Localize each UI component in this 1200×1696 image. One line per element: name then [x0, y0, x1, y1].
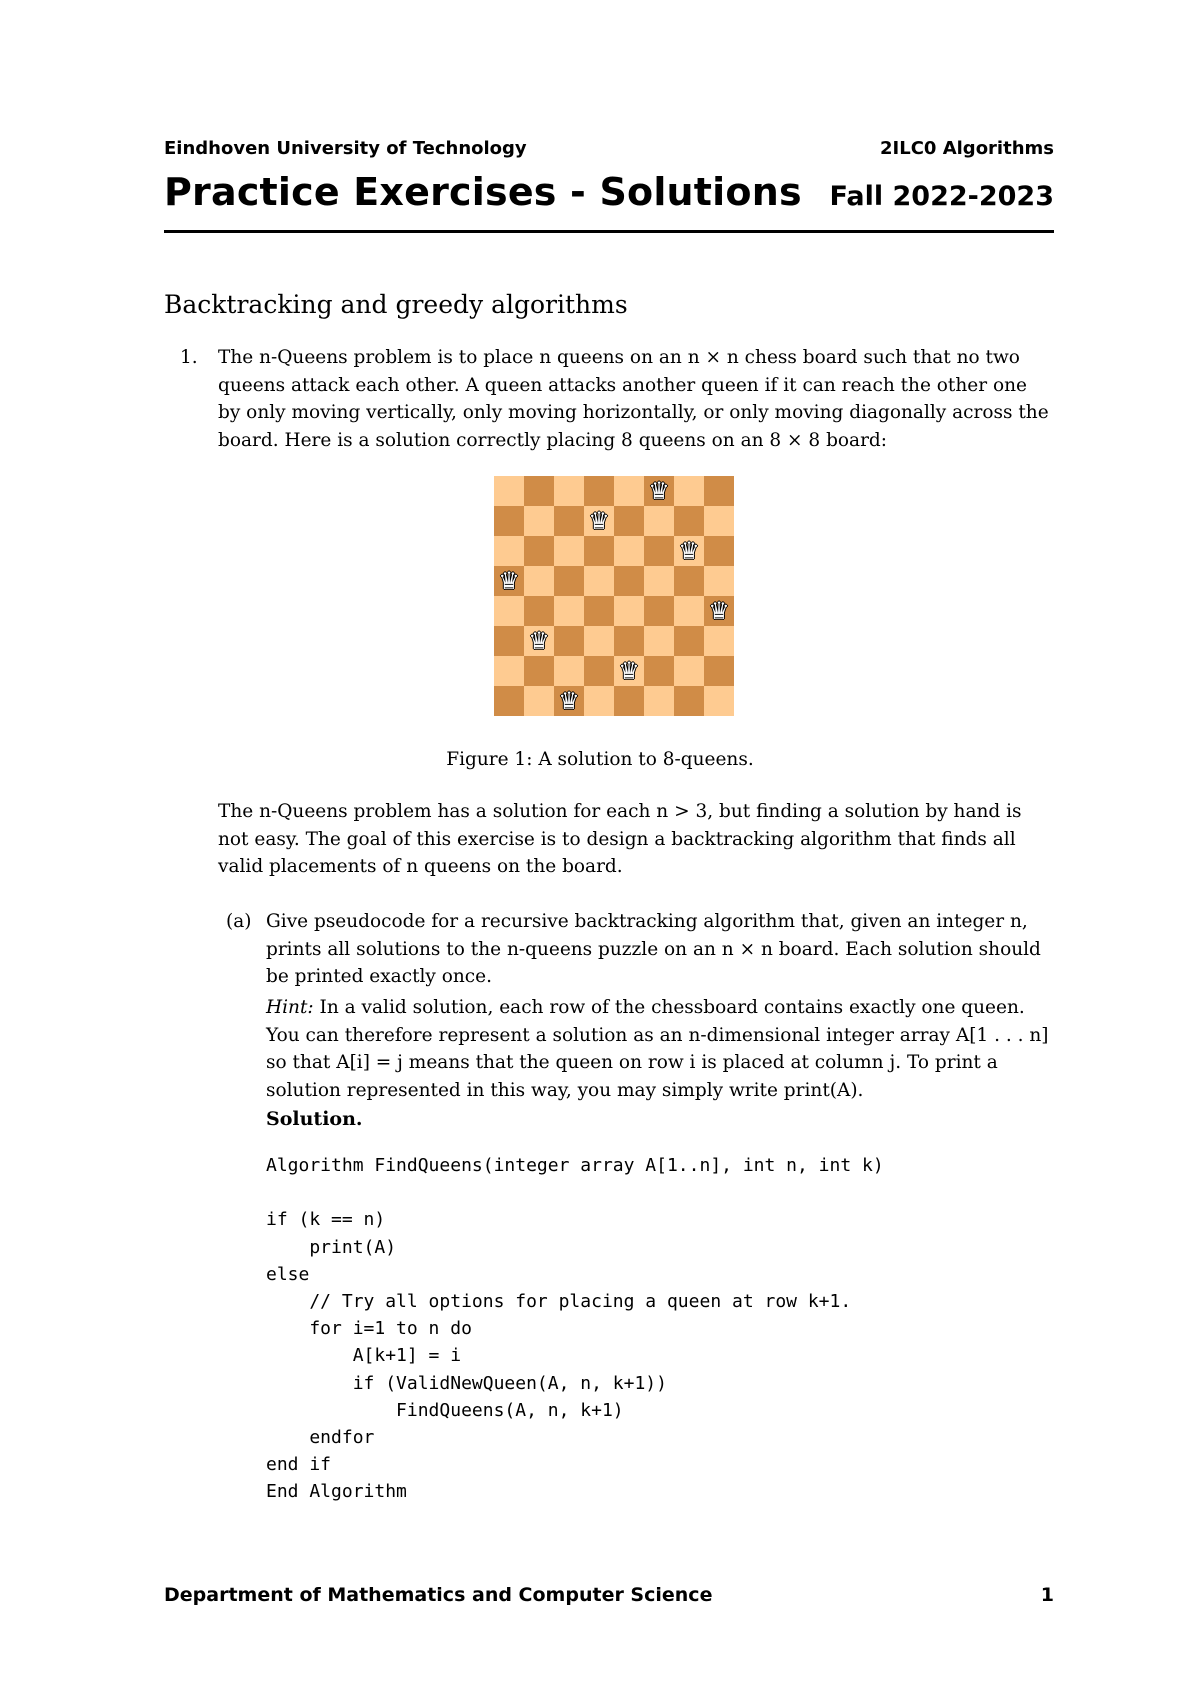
board-square: [674, 626, 704, 656]
board-square: [494, 596, 524, 626]
code-line: end if: [266, 1454, 332, 1476]
board-square: [494, 506, 524, 536]
board-square: [644, 566, 674, 596]
board-square: [524, 476, 554, 506]
code-line: if (k == n): [266, 1209, 386, 1231]
board-square: [524, 566, 554, 596]
queen-icon: ♛: [648, 477, 670, 505]
exercise-number: 1.: [180, 347, 198, 368]
board-square: [704, 626, 734, 656]
board-square: [524, 656, 554, 686]
board-square: [704, 506, 734, 536]
board-square: [584, 566, 614, 596]
term-label: Fall 2022-2023: [829, 181, 1054, 212]
board-square: [674, 476, 704, 506]
board-square: [554, 566, 584, 596]
board-square: [494, 656, 524, 686]
hint-label: Hint:: [266, 997, 314, 1018]
board-square: [704, 566, 734, 596]
board-square: [524, 536, 554, 566]
board-square: [554, 536, 584, 566]
board-square: [554, 506, 584, 536]
board-square: [674, 686, 704, 716]
queen-icon: ♛: [558, 687, 580, 715]
board-square: [704, 686, 734, 716]
board-square: [494, 566, 524, 596]
board-square: [554, 476, 584, 506]
board-square: [584, 506, 614, 536]
board-square: [494, 626, 524, 656]
hint-paragraph: [266, 994, 1054, 1104]
document-title: Practice Exercises - Solutions: [164, 170, 802, 214]
board-square: [494, 686, 524, 716]
code-line: A[k+1] = i: [266, 1345, 462, 1367]
board-square: [554, 626, 584, 656]
board-square: [554, 686, 584, 716]
board-square: [554, 656, 584, 686]
title-row: [164, 170, 1054, 214]
code-line: for i=1 to n do: [266, 1318, 472, 1340]
board-square: [524, 506, 554, 536]
board-square: [674, 506, 704, 536]
hint-text: In a valid solution, each row of the chessboard contains exactly one queen. You can therefore represent a solution as an n-dimensional integer array A[1 . . . n] so that A[i] = j means that the queen on row i is placed at column j. To print a solution represented in this way, you may simply write print(A).: [266, 997, 1049, 1101]
board-square: [704, 476, 734, 506]
board-square: [674, 596, 704, 626]
solution-label: Solution.: [266, 1108, 363, 1130]
code-line: [266, 1179, 884, 1206]
course-name: 2ILC0 Algorithms: [880, 138, 1054, 159]
board-square: [704, 656, 734, 686]
board-square: [614, 656, 644, 686]
board-square: [494, 476, 524, 506]
queen-icon: ♛: [588, 507, 610, 535]
queen-icon: ♛: [618, 657, 640, 685]
part-a-text: Give pseudocode for a recursive backtracking algorithm that, given an integer n, prints all solutions to the n-queens puzzle on an n × n board. Each solution should be printed exactly once.: [266, 911, 1041, 987]
code-line: Algorithm FindQueens(integer array A[1..n], int n, int k): [266, 1155, 884, 1176]
code-line: // Try all options for placing a queen at row k+1.: [266, 1291, 852, 1313]
board-square: [644, 626, 674, 656]
code-line: else: [266, 1263, 310, 1285]
board-square: [494, 536, 524, 566]
board-square: [614, 536, 644, 566]
board-square: [614, 686, 644, 716]
queen-icon: ♛: [708, 597, 730, 625]
board-square: [614, 566, 644, 596]
exercise-intro-text: The n-Queens problem is to place n queens on an n × n chess board such that no two queens attack each other. A queen attacks another queen if it can reach the other one by only moving vertically, only moving horizontally, or only moving diagonally across the board. Here is a solution correctly placing 8 queens on an 8 × 8 board:: [218, 347, 1049, 451]
board-square: [704, 536, 734, 566]
page-header: [164, 138, 1054, 159]
chessboard-figure: [494, 476, 734, 716]
header-rule: [164, 230, 1054, 233]
board-square: [614, 626, 644, 656]
board-square: [524, 596, 554, 626]
board-square: [644, 506, 674, 536]
section-title: Backtracking and greedy algorithms: [164, 290, 628, 319]
board-square: [674, 566, 704, 596]
code-line: if (ValidNewQueen(A, n, k+1)): [266, 1372, 667, 1394]
board-square: [674, 656, 704, 686]
part-a: [226, 908, 1054, 991]
board-square: [614, 596, 644, 626]
queen-icon: ♛: [498, 567, 520, 595]
board-square: [584, 536, 614, 566]
page-footer: [164, 1584, 1054, 1606]
figure-caption: Figure 1: A solution to 8-queens.: [446, 749, 754, 770]
code-line: endfor: [266, 1427, 375, 1449]
exercise-intro: [180, 344, 1054, 454]
board-square: [524, 686, 554, 716]
pseudocode-block: [266, 1152, 884, 1506]
code-line: End Algorithm: [266, 1481, 407, 1503]
board-square: [554, 596, 584, 626]
board-square: [644, 686, 674, 716]
board-square: [644, 476, 674, 506]
code-line: print(A): [266, 1236, 397, 1258]
board-square: [704, 596, 734, 626]
board-square: [584, 596, 614, 626]
queen-icon: ♛: [528, 627, 550, 655]
exercise-followup: The n-Queens problem has a solution for each n > 3, but finding a solution by hand is not easy. The goal of this exercise is to design a backtracking algorithm that finds all valid placements of n queens on the board.: [218, 801, 1022, 877]
board-square: [644, 536, 674, 566]
board-square: [644, 656, 674, 686]
queen-icon: ♛: [678, 537, 700, 565]
code-line: FindQueens(A, n, k+1): [266, 1399, 624, 1421]
institution-name: Eindhoven University of Technology: [164, 138, 527, 159]
board-square: [584, 656, 614, 686]
board-square: [584, 626, 614, 656]
board-square: [584, 686, 614, 716]
board-square: [614, 476, 644, 506]
department-name: Department of Mathematics and Computer Science: [164, 1584, 713, 1606]
part-a-label: (a): [226, 911, 252, 932]
board-square: [614, 506, 644, 536]
page-number: 1: [1040, 1584, 1054, 1606]
board-square: [524, 626, 554, 656]
board-square: [644, 596, 674, 626]
board-square: [584, 476, 614, 506]
board-square: [674, 536, 704, 566]
